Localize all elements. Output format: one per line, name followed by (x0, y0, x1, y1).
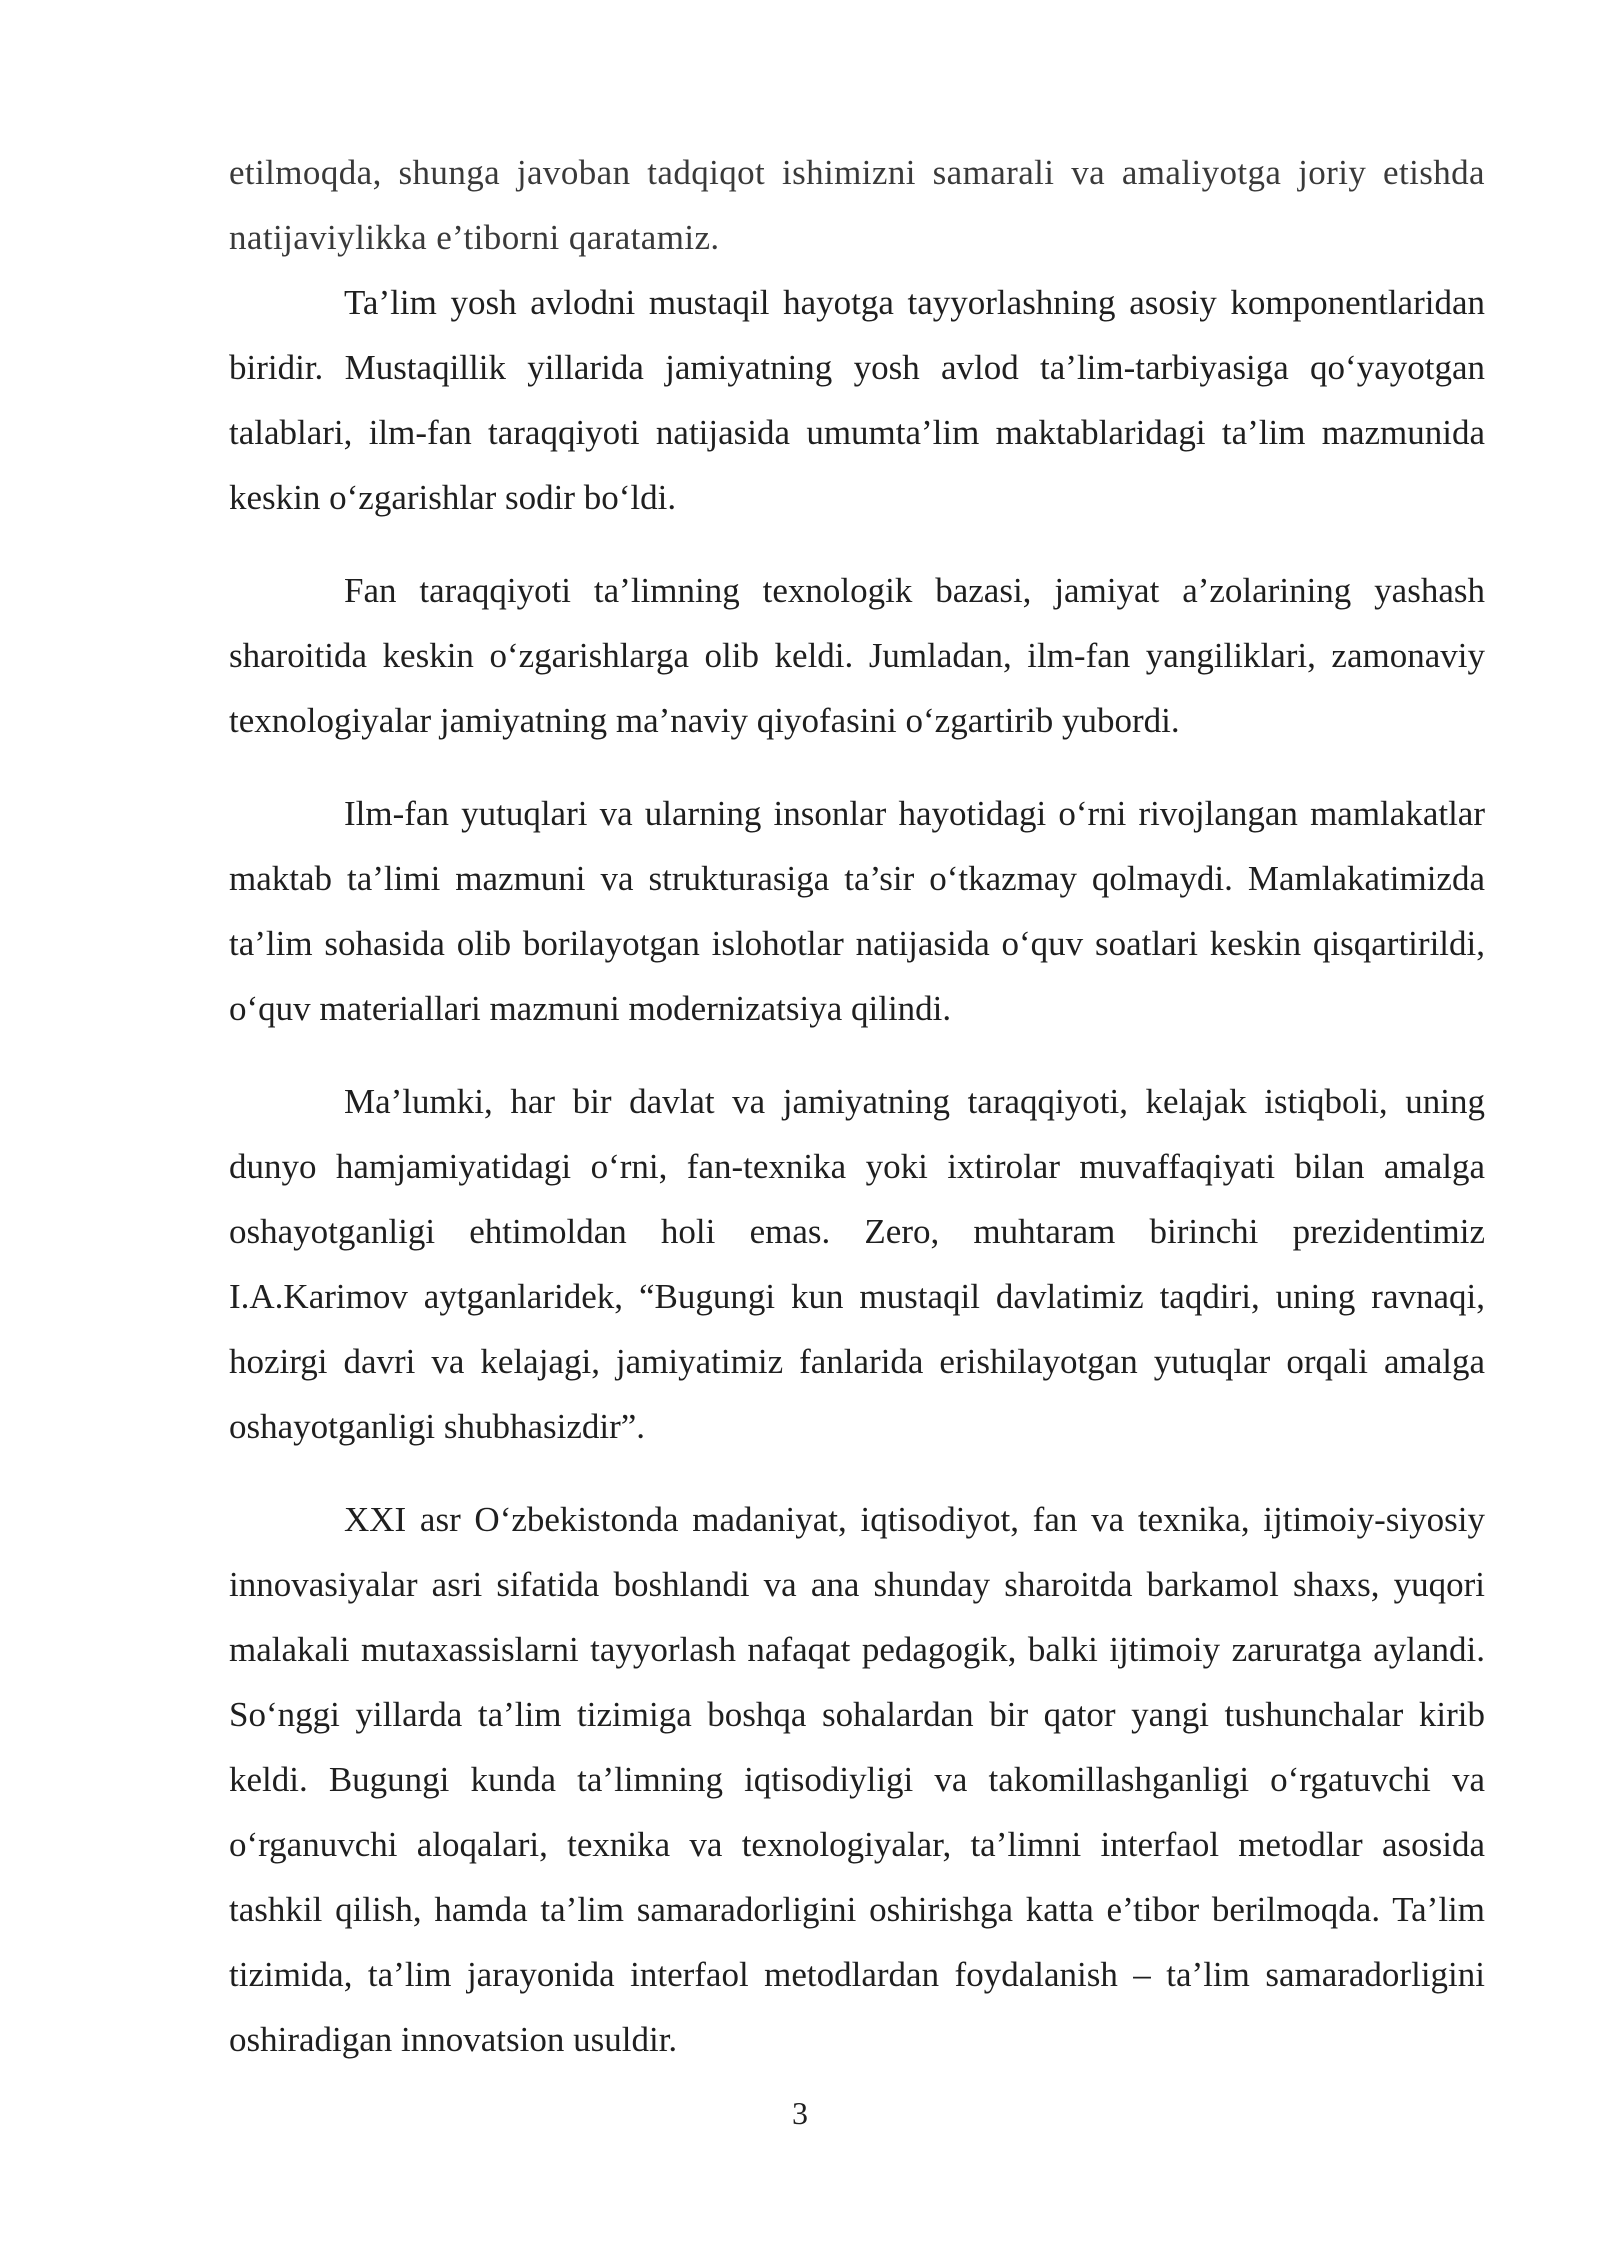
body-text (229, 140, 1485, 2072)
paragraph-education-role: Ta’lim yosh avlodni mustaqil hayotga tayyorlashning asosiy komponentlaridan biridir. Mustaqillik yillarida jamiyatning yosh avlod ta’lim-tarbiyasiga qo‘yayotgan talablari, ilm-fan taraqqiyoti natijasida umumta’lim maktablaridagi ta’lim mazmunida keskin o‘zgarishlar sodir bo‘ldi. (229, 283, 1485, 517)
page-number: 3 (792, 2095, 808, 2131)
paragraph-science-achievements: Ilm-fan yutuqlari va ularning insonlar hayotidagi o‘rni rivojlangan mamlakatlar maktab ta’limi mazmuni va strukturasiga ta’sir o‘tkazmay qolmaydi. Mamlakatimizda ta’lim sohasida olib borilayotgan islohotlar natijasida o‘quv soatlari keskin qisqartirildi, o‘quv materiallari mazmuni modernizatsiya qilindi. (229, 794, 1485, 1028)
paragraph-state-development: Ma’lumki, har bir davlat va jamiyatning taraqqiyoti, kelajak istiqboli, uning dunyo hamjamiyatidagi o‘rni, fan-texnika yoki ixtirolar muvaffaqiyati bilan amalga oshayotganligi ehtimoldan holi emas. Zero, muhtaram birinchi prezidentimiz I.A.Karimov aytganlaridek, “Bugungi kun mustaqil davlatimiz taqdiri, uning ravnaqi, hozirgi davri va kelajagi, jamiyatimiz fanlarida erishilayotgan yutuqlar orqali amalga oshayotganligi shubhasizdir”. (229, 1082, 1485, 1446)
paragraph-continuation: etilmoqda, shunga javoban tadqiqot ishimizni samarali va amaliyotga joriy etishda natijaviylikka e’tiborni qaratamiz. (229, 153, 1485, 257)
paragraph-science-progress: Fan taraqqiyoti ta’limning texnologik bazasi, jamiyat a’zolarining yashash sharoitida keskin o‘zgarishlarga olib keldi. Jumladan, ilm-fan yangiliklari, zamonaviy texnologiyalar jamiyatning ma’naviy qiyofasini o‘zgartirib yubordi. (229, 571, 1485, 740)
paragraph-xxi-century: XXI asr O‘zbekistonda madaniyat, iqtisodiyot, fan va texnika, ijtimoiy-siyosiy innovasiyalar asri sifatida boshlandi va ana shunday sharoitda barkamol shaxs, yuqori malakali mutaxassislarni tayyorlash nafaqat pedagogik, balki ijtimoiy zaruratga aylandi. So‘nggi yillarda ta’lim tizimiga boshqa sohalardan bir qator yangi tushunchalar kirib keldi. Bugungi kunda ta’limning iqtisodiyligi va takomillashganligi o‘rgatuvchi va o‘rganuvchi aloqalari, texnika va texnologiyalar, ta’limni interfaol metodlar asosida tashkil qilish, hamda ta’lim samaradorligini oshirishga katta e’tibor berilmoqda. Ta’lim tizimida, ta’lim jarayonida interfaol metodlardan foydalanish – ta’lim samaradorligini oshiradigan innovatsion usuldir. (229, 1500, 1485, 2059)
